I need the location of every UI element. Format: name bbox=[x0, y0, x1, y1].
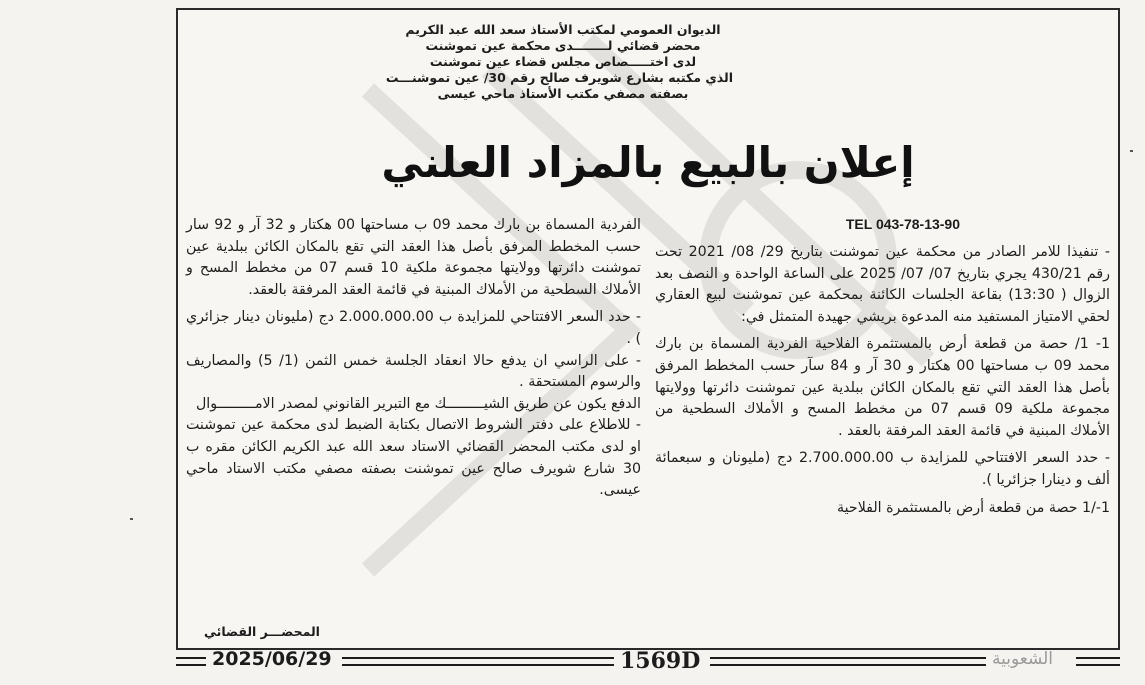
header-line: لدى اختـــــصاص مجلس قضاء عين تموشنت bbox=[429, 54, 697, 69]
footer-rule bbox=[176, 657, 206, 666]
paragraph: 1-/1 حصة من قطعة أرض بالمستثمرة الفلاحية bbox=[837, 499, 1110, 516]
scan-speck bbox=[1130, 150, 1133, 152]
paragraph: - حدد السعر الافتتاحي للمزايدة ب 2.700.000.00 دج (مليونان و سبعمائة ألف و دينارا جزائريا ). bbox=[655, 450, 1111, 488]
paragraph: 1- 1/ حصة من قطعة أرض بالمستثمرة الفلاحية الفردية المسماة بن بارك محمد 09 ب مساحتها 00 هكتار و 30 آر و 84 سآر حسب المخطط المرفق بأصل هذا العقد التي تقع بالمكان الكائن ببلدية عين تموشنت دائرتها وولايتها مجموعة ملكية 09 قسم 07 من مخطط المسح و الأملاك السطحية من الأملاك المبنية في قائمة العقد المرفقة بالعقد . bbox=[655, 336, 1110, 439]
header-line: محضر قضائي لــــــــدى محكمة عين تموشنت bbox=[425, 38, 701, 53]
announcement-title: إعلان بالبيع بالمزاد العلني bbox=[381, 138, 915, 187]
paragraph: الفردية المسماة بن بارك محمد 09 ب مساحتها 00 هكتار و 32 آر و 92 سار حسب المخطط المرفق بأصل هذا العقد التي تقع بالمكان الكائن ببلدية عين تموشنت دائرتها وولايتها مجموعة ملكية 10 قسم 07 من مخطط المسح و الأملاك السطحية من الأملاك المبنية في قائمة العقد المرفقة بالعقد. bbox=[186, 217, 642, 298]
announcement-frame bbox=[176, 8, 1120, 650]
scan-speck bbox=[130, 518, 133, 520]
telephone-number: TEL 043-78-13-90 bbox=[845, 216, 960, 232]
paragraph: - على الراسي ان يدفع حالا انعقاد الجلسة خمس الثمن (1/ 5) والمصاريف والرسوم المستحقة . bbox=[186, 352, 641, 391]
paragraph: الدفع يكون عن طريق الشيـــــــــك مع التبرير القانوني لمصدر الامـــــــــوال bbox=[195, 395, 641, 412]
bailiff-header bbox=[385, 22, 733, 102]
header-line: الذي مكتبه بشارع شويرف صالح رقم 30/ عين تموشنـــت bbox=[385, 70, 733, 85]
signature: المحضـــر القضائي bbox=[204, 624, 320, 639]
header-line: الديوان العمومي لمكتب الأستاذ سعد الله عبد الكريم bbox=[405, 22, 721, 37]
announcement-code: 1569D bbox=[620, 648, 701, 674]
paragraph: - تنفيذا للامر الصادر من محكمة عين تموشنت بتاريخ 29/ 08/ 2021 تحت رقم 430/21 يجري بتاريخ 07/ 07/ 2025 على الساعة الواحدة و النصف بعد الزوال ( 13:30) بقاعة الجلسات الكائنة بمحكمة عين تموشنت لبيع العقاري لحقي الامتياز المستفيد منه المدعوة بريشي جهيدة المتمثل في: bbox=[655, 244, 1110, 325]
newspaper-name: الشعوبية bbox=[992, 649, 1054, 669]
publication-date: 2025/06/29 bbox=[212, 648, 332, 670]
footer-rule bbox=[1076, 657, 1120, 666]
paragraph: - حدد السعر الافتتاحي للمزايدة ب 2.000.000.00 دج (مليونان دينار جزائري ) . bbox=[186, 309, 642, 347]
header-line: بصفته مصفي مكتب الأستاذ ماحي عيسى bbox=[437, 86, 689, 101]
paragraph: - للاطلاع على دفتر الشروط الاتصال بكتابة الضبط لدى محكمة عين تموشنت او لدى مكتب المحضر القضائي الاستاد سعد الله عبد الكريم الكائن مقره ب 30 شارع شويرف صالح عين تموشنت بصفته مصفي مكتب الاستاد ماحي عيسى. bbox=[186, 417, 641, 499]
footer-rule bbox=[710, 657, 986, 666]
right-column bbox=[655, 242, 1110, 519]
footer-rule bbox=[342, 657, 614, 666]
left-column bbox=[186, 215, 641, 502]
page-footer bbox=[176, 648, 1120, 674]
